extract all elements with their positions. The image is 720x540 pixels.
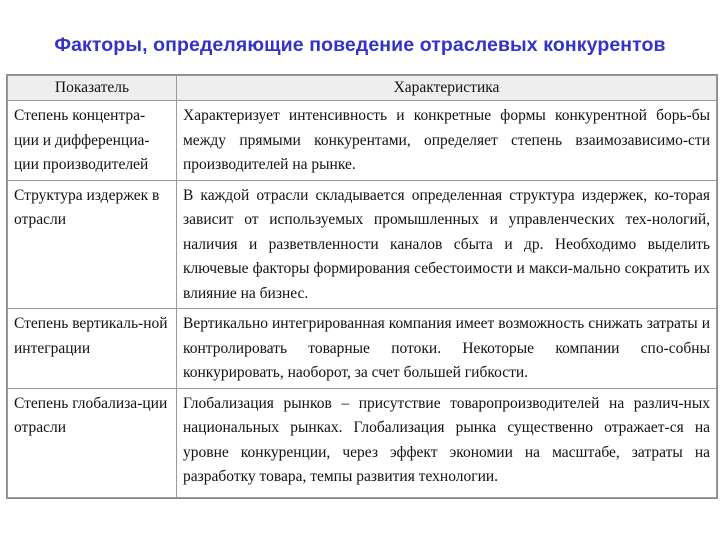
- column-header-indicator: Показатель: [8, 76, 177, 101]
- description-cell: Глобализация рынков – присутствие товаропроизводителей на различ-ных национальных рынках. Глобализация рынка существенно отражает-ся на уровне конкуренции, через эффект экономии на масштабе, затраты на разработку товара, темпы развития технологии.: [177, 388, 717, 498]
- indicator-cell: Степень глобализа-ции отрасли: [8, 388, 177, 498]
- indicator-cell: Степень концентра-ции и дифференциа-ции производителей: [8, 101, 177, 181]
- indicator-cell: Структура издержек в отрасли: [8, 180, 177, 309]
- factors-table: [6, 74, 718, 499]
- table-row: [8, 388, 717, 498]
- description-cell: Характеризует интенсивность и конкретные формы конкурентной борь-бы между прямыми конкурентами, определяет степень взаимозависимо-сти производителей на рынке.: [177, 101, 717, 181]
- description-cell: В каждой отрасли складывается определенная структура издержек, ко-торая зависит от используемых промышленных и управленческих тех-нологий, наличия и разветвленности каналов сбыта и др. Необходимо выделить ключевые факторы формирования себестоимости и макси-мально сократить их влияние на бизнес.: [177, 180, 717, 309]
- table-row: [8, 101, 717, 181]
- slide-title: Факторы, определяющие поведение отраслевых конкурентов: [54, 34, 666, 56]
- indicator-cell: Степень вертикаль-ной интеграции: [8, 309, 177, 389]
- table-header-row: [8, 76, 717, 101]
- table-row: [8, 180, 717, 309]
- column-header-description: Характеристика: [177, 76, 717, 101]
- table-row: [8, 309, 717, 389]
- description-cell: Вертикально интегрированная компания имеет возможность снижать затраты и контролировать товарные потоки. Некоторые компании спо-собны конкурировать, наоборот, за счет большей гибкости.: [177, 309, 717, 389]
